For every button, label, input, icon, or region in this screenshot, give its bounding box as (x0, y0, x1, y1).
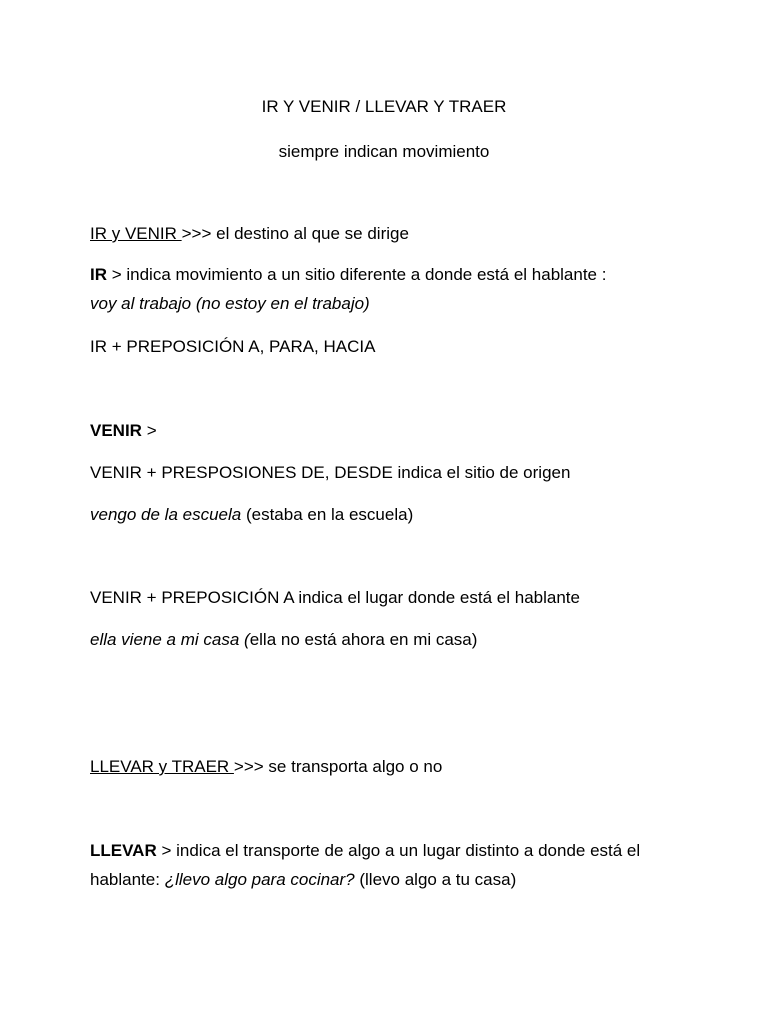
ir-example: voy al trabajo (no estoy en el trabajo) (90, 294, 370, 313)
venir-label: VENIR (90, 421, 142, 440)
llevar-example-rest: (llevo algo a tu casa) (354, 870, 517, 889)
venir-prepositions-origin: VENIR + PRESPOSIONES DE, DESDE indica el sitio de origen (90, 463, 571, 482)
ir-label: IR (90, 265, 107, 284)
example-italic: vengo de la escuela (90, 505, 242, 524)
venir-preposition-a: VENIR + PREPOSICIÓN A indica el lugar donde está el hablante (90, 588, 580, 607)
ir-text: > indica movimiento a un sitio diferente a donde está el hablante : (107, 265, 607, 284)
llevar-definition-line-2 (90, 869, 516, 891)
section-heading-llevar-traer (90, 756, 442, 778)
venir-heading (90, 420, 157, 442)
ir-definition (90, 264, 606, 286)
llevar-text: > indica el transporte de algo a un lugar distinto a donde está el (156, 841, 641, 860)
llevar-text-start: hablante: (90, 870, 165, 889)
document-title: IR Y VENIR / LLEVAR Y TRAER (261, 97, 507, 116)
heading-underlined: LLEVAR y TRAER (90, 757, 234, 776)
venir-example-1 (90, 504, 413, 526)
example-rest: ella no está ahora en mi casa) (249, 630, 478, 649)
document-subtitle: siempre indican movimiento (278, 142, 490, 161)
venir-label-suffix: > (141, 421, 157, 440)
venir-example-2 (90, 629, 477, 651)
ir-prepositions: IR + PREPOSICIÓN A, PARA, HACIA (90, 337, 376, 356)
example-italic: ella viene a mi casa ( (90, 630, 250, 649)
llevar-label: LLEVAR (90, 841, 157, 860)
heading-rest: >>> el destino al que se dirige (181, 224, 409, 243)
llevar-definition-line-1 (90, 840, 640, 862)
llevar-example-italic: ¿llevo algo para cocinar? (164, 870, 355, 889)
heading-underlined: IR y VENIR (90, 224, 182, 243)
example-rest: (estaba en la escuela) (241, 505, 414, 524)
heading-rest: >>> se transporta algo o no (233, 757, 443, 776)
section-heading-ir-venir (90, 223, 409, 245)
